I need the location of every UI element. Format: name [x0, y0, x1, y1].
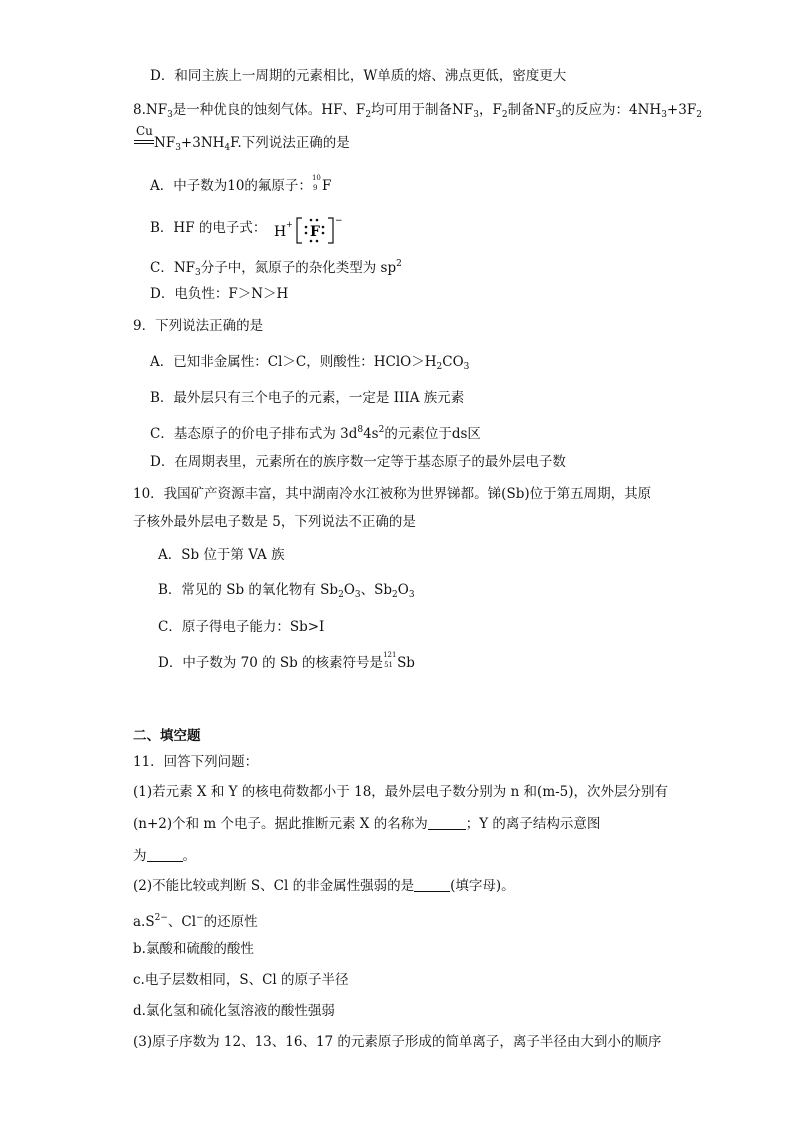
- q11-part1-line1: (1)若元素 X 和 Y 的核电荷数都小于 18，最外层电子数分别为 n 和(m-5)，次外层分别有: [133, 784, 669, 800]
- q10-stem-2: 子核外最外层电子数是 5，下列说法不正确的是: [133, 514, 416, 530]
- q9-option-a: A．已知非金属性：Cl＞C，则酸性：$HClO>H_2CO_3$: [150, 354, 470, 372]
- right-bracket: [328, 218, 333, 243]
- q11-part1-line3: 为 。: [133, 848, 196, 864]
- q8-option-d: D．电负性：F＞N＞H: [150, 286, 289, 302]
- q10-option-b: B．常见的 Sb 的氧化物有 $Sb_2O_3$、$Sb_2O_3$: [158, 582, 415, 600]
- equation-arrow-bottom: [134, 143, 154, 144]
- q9-option-c: C．基态原子的价电子排布式为 $3d^84s^2$的元素位于ds区: [150, 425, 481, 442]
- q8-stem: $8.NF_3$是一种优良的蚀刻气体。HF、$F_2$均可用于制备$NF_3$，$F_2$制备$NF_3$的反应为：$4NH_3+3F_2$: [133, 102, 702, 120]
- q10-stem-1: 10．我国矿产资源丰富，其中湖南冷水江被称为世界锑都。锑(Sb)位于第五周期，其原: [133, 486, 652, 502]
- equation-arrow-top: [134, 140, 154, 141]
- q8-option-a: A．中子数为10的氟原子： 10 9 F: [150, 174, 332, 194]
- answer-blank[interactable]: [414, 877, 450, 892]
- q9-stem: 9．下列说法正确的是: [133, 318, 264, 334]
- q11-part2: (2)不能比较或判断 S、Cl 的非金属性强弱的是 (填字母)。: [133, 878, 515, 894]
- section-title: 二、填空题: [133, 728, 201, 744]
- q11-option-d: d.氯化氢和硫化氢溶液的酸性强弱: [133, 1003, 335, 1019]
- left-bracket: [297, 218, 302, 243]
- q11-stem: 11．回答下列问题：: [133, 754, 259, 770]
- q7-option-d: D．和同主族上一周期的元素相比，W单质的熔、沸点更低，密度更大: [150, 68, 567, 84]
- hf-lewis-structure: [270, 214, 350, 246]
- q11-part3: (3)原子序数为 12、13、16、17 的元素原子形成的简单离子，离子半径由大到小的顺序: [133, 1034, 662, 1050]
- q9-option-d: D．在周期表里，元素所在的族序数一定等于基态原子的最外层电子数: [150, 454, 566, 470]
- q10-option-c: C．原子得电子能力：Sb>I: [158, 619, 325, 635]
- catalyst-label: Cu: [136, 124, 153, 138]
- q11-option-b: b.氯酸和硫酸的酸性: [133, 941, 254, 957]
- q8-stem-cont: $NF_3+3NH_4F$.下列说法正确的是: [154, 135, 350, 153]
- q10-option-d: D．中子数为 70 的 Sb 的核素符号是 121 51 Sb: [158, 651, 415, 671]
- lewis-h: H: [274, 224, 287, 240]
- q11-option-a: $a.S^{2-}$、Cl−的还原性: [133, 913, 258, 930]
- q10-option-a: A．Sb 位于第 VA 族: [158, 547, 285, 563]
- lewis-h-charge: +: [286, 220, 293, 229]
- q11-part1-line2: (n+2)个和 m 个电子。据此推断元素 X 的名称为 ；Y 的离子结构示意图: [133, 816, 601, 832]
- lewis-f: F: [310, 224, 320, 240]
- q8-option-b: B．HF 的电子式：: [150, 220, 267, 236]
- lewis-charge: −: [335, 216, 343, 226]
- q11-option-c: c.电子层数相同，S、Cl 的原子半径: [133, 972, 349, 988]
- answer-blank[interactable]: [147, 847, 183, 862]
- q9-option-b: B．最外层只有三个电子的元素，一定是 IIIA 族元素: [150, 390, 465, 406]
- answer-blank[interactable]: [428, 815, 466, 830]
- q8-option-c: C．$NF_3$分子中，氮原子的杂化类型为 $sp^2$: [150, 259, 402, 278]
